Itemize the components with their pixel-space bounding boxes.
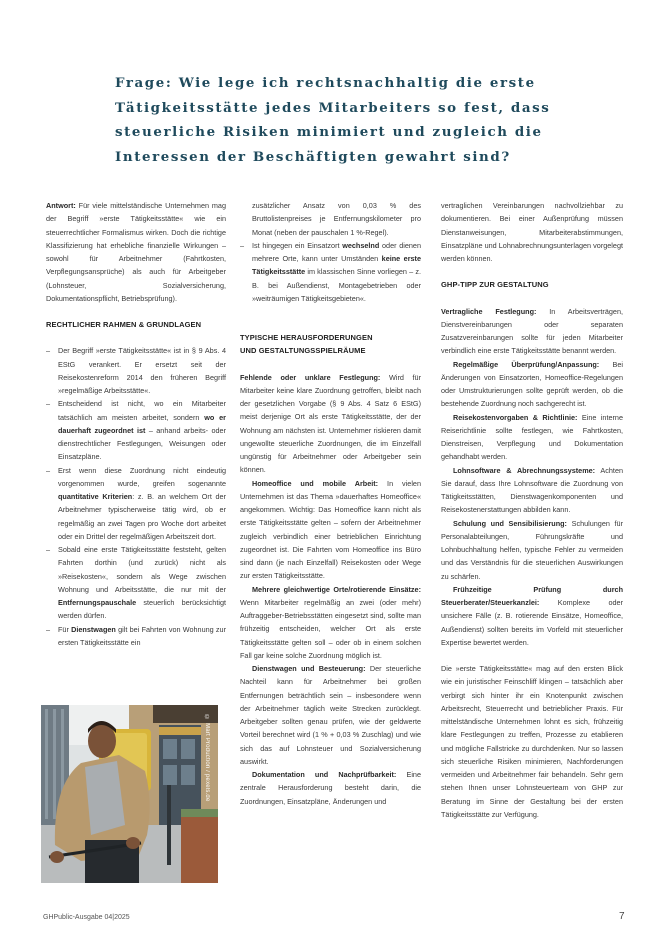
section-heading-ghp-tip: GHP-TIPP ZUR GESTALTUNG bbox=[441, 280, 549, 290]
section-heading-legal-framework: RECHTLICHER RAHMEN & GRUNDLAGEN bbox=[46, 320, 202, 329]
footer-publication: GHPublic-Ausgabe 04|2025 bbox=[43, 914, 130, 921]
article-photo bbox=[41, 705, 218, 883]
list-item: – Erst wenn diese Zuordnung nicht eindeutig vorgenommen wurde, greifen sogenannte quantitative Kriterien: z. B. an welchem Ort der Arbeitnehmer typischerweise tätig wird, ob er regelmäßig an zwei Tagen pro Woche dort arbeitet oder ein Drittel der regelmäßigen Arbeitszeit dort. bbox=[46, 464, 226, 544]
tip-paragraph: Lohnsoftware & Abrechnungssysteme: Achten Sie darauf, dass Ihre Lohnsoftware die Zuordnung von Tätigkeitsstätten, Dienstwagenkomponenten und Reisekostenerstattungen abbilden kann. bbox=[441, 465, 624, 515]
answer-paragraph: Antwort: Für viele mittelständische Unternehmen mag der Begriff »erste Tätigkeitsstätte« wie ein steuerrechtlicher Formalismus wirken. Doch die richtige Klassifizierung hat erhebliche finanzielle Wirkungen – sowohl für Arbeitnehmer (Fahrtkosten, Verpflegungsansprüche) als auch für Arbeitgeber (Lohnsteuer, Sozialversicherung, Dokumentationspflicht, Betriebsprüfung). bbox=[46, 201, 226, 303]
tip-paragraph: Reisekostenvorgaben & Richtlinie: Eine interne Reiserichtlinie sollte festlegen, wie Fahrtkosten, Dienstreisen, Verpflegung und Dokumentation gehandhabt werden. bbox=[441, 412, 623, 462]
legal-framework-list bbox=[46, 344, 226, 649]
list-item: – Der Begriff »erste Tätigkeitsstätte« ist in § 9 Abs. 4 EStG verankert. Er ersetzt seit der Reisekostenreform 2014 den früheren Begriff »regelmäßige Arbeitsstätte«. bbox=[46, 344, 226, 397]
answer-label: Antwort: bbox=[46, 201, 76, 210]
question-heading: Frage: Wie lege ich rechtsnachhaltig die erste Tätigkeitsstätte jedes Mitarbeiters so fest, dass steuerliche Risiken minimiert und zugleich die Interessen der Beschäftigten gewahrt sind? bbox=[115, 75, 551, 165]
page-number: 7 bbox=[619, 911, 625, 922]
challenge-paragraph: Dokumentation und Nachprüfbarkeit: Eine zentrale Herausforderung besteht darin, die Zuordnungen, Einsatzpläne, Änderungen und bbox=[240, 770, 421, 806]
photo-credit: © Mart Production / pexels.de bbox=[204, 715, 210, 802]
list-item: – Ist hingegen ein Einsatzort wechselnd oder dienen mehrere Orte, kann unter Umständen keine erste Tätigkeitsstätte im klassischen Sinne vorliegen – z. B. bei Außendienst, Montagebetrieben oder »weiträumigen Tätigkeitsgebieten«. bbox=[240, 239, 421, 305]
column-1 bbox=[46, 199, 226, 649]
tip-paragraph: Frühzeitige Prüfung durch Steuerberater/Steuerkanzlei: Komplexe oder unsichere Fälle (z. B. rotierende Einsätze, Homeoffice, Außendienst) sollten bereits im Vorfeld mit steuerlicher Expertise bewertet werden. bbox=[441, 584, 623, 647]
challenge-paragraph: Fehlende oder unklare Festlegung: Wird für Mitarbeiter keine klare Zuordnung getroffen, bleibt nach der gesetzlichen Vorgabe (§ 9 Abs. 4 Satz 6 EStG) meist derjenige Ort als erste Tätigkeitsstätte, der der Wohnung am nächsten ist. Unternehmer riskieren damit ungewollte steuerliche Zuordnungen, die im Einzelfall ungünstig für Arbeitnehmer oder Arbeitgeber sein können. bbox=[240, 372, 421, 475]
continuation-paragraph: vertraglichen Vereinbarungen nachvollziehbar zu dokumentieren. Bei einer Außenprüfung müssen Dienstanweisungen, Mitarbeiterabstimmungen, Einsatzpläne und Lohnabrechnungsunterlagen vorgelegt werden können. bbox=[441, 201, 623, 263]
section-heading-challenges: TYPISCHE HERAUSFORDERUNGEN UND GESTALTUNGSSPIELRÄUME bbox=[240, 333, 373, 356]
list-item: – Sobald eine erste Tätigkeitsstätte feststeht, gelten Fahrten dorthin (und zurück) nicht als »Reisekosten«, sondern als Wege zwischen Wohnung und Arbeitsstätte, die nur mit der Entfernungspauschale steuerlich berücksichtigt werden dürfen. bbox=[46, 543, 226, 623]
challenge-paragraph: Mehrere gleichwertige Orte/rotierende Einsätze: Wenn Mitarbeiter regelmäßig an zwei (oder mehr) Auftraggeber-Betriebsstätten eingesetzt sind, sollte man frühzeitig entscheiden, welcher Ort als erste Tätigkeitsstätte gelten soll – oder ob in einem solchen Fall gar keine solche Zuordnung möglich ist. bbox=[240, 584, 421, 660]
tip-paragraph: Schulung und Sensibilisierung: Schulungen für Personalabteilungen, Führungskräfte und Lohnbuchhaltung helfen, typische Fehler zu vermeiden und das Verständnis für die steuerlichen Auswirkungen zu schärfen. bbox=[441, 518, 623, 581]
tip-paragraph: Regelmäßige Überprüfung/Anpassung: Bei Änderungen von Einsatzorten, Homeoffice-Regelungen oder Umstrukturierungen sollte geprüft werden, ob die bestehende Zuordnung noch sachgerecht ist. bbox=[441, 359, 623, 409]
challenge-paragraph: Homeoffice und mobile Arbeit: In vielen Unternehmen ist das Thema »dauerhaftes Homeoffice« angekommen. Wichtig: Das Homeoffice kann nicht als erste Tätigkeitsstätte gelten – sofern der Arbeitnehmer zugleich verbindlich einer betrieblichen Einrichtung zugeordnet ist. Die Fahrten vom Homeoffice ins Büro sind dann (je nach Einzelfall) Reisekosten oder Wege zur ersten Tätigkeitsstätte. bbox=[240, 478, 421, 581]
tip-paragraph: Vertragliche Festlegung: In Arbeitsverträgen, Dienstvereinbarungen oder separaten Zusatzvereinbarungen sollte für jeden Mitarbeiter verbindlich eine erste Tätigkeitsstätte benannt werden. bbox=[441, 306, 623, 356]
cyclist-photo-illustration bbox=[41, 705, 218, 883]
challenge-paragraph: Dienstwagen und Besteuerung: Der steuerliche Nachteil kann für Arbeitnehmer bei großen Entfernungen beträchtlich sein – insbesondere wenn der Arbeitnehmer täglich weite Strecken zurücklegt. Arbeitgeber sollten genau prüfen, wie der geldwerte Vorteil berechnet wird (1 % + 0,03 % Zuschlag) und wie sich das auf Lohnsteuer und Sozialversicherung auswirkt. bbox=[240, 664, 421, 766]
list-item: – Entscheidend ist nicht, wo ein Mitarbeiter tatsächlich am meisten arbeitet, sondern wo er dauerhaft zugeordnet ist – anhand arbeits- oder dienstrechtlicher Festlegungen, Weisungen oder Einsatzpläne. bbox=[46, 397, 226, 463]
column-3 bbox=[441, 199, 623, 821]
list-item: – Für Dienstwagen gilt bei Fahrten von Wohnung zur ersten Tätigkeitsstätte ein bbox=[46, 623, 226, 650]
continued-list bbox=[240, 199, 421, 239]
list-item-continuation: zusätzlicher Ansatz von 0,03 % des Bruttolistenpreises je Entfernungskilometer pro Monat (neben der pauschalen 1 %-Regel). bbox=[252, 201, 421, 237]
conclusion-paragraph: Die »erste Tätigkeitsstätte« mag auf den ersten Blick wie ein juristischer Feinschliff klingen – tatsächlich aber verbirgt sich hinter ihr ein Knotenpunkt zwischen Arbeitsrecht, Steuerrecht und betrieblicher Praxis. Für mittelständische Unternehmen lohnt es sich, frühzeitig klare Festlegungen zu treffen, Prozesse zu etablieren und mögliche Fallstricke zu durchdenken. Nur so lassen sich steuerliche Risiken minimieren, Nachforderungen vermeiden und Arbeitnehmer fair behandeln. Sehr gern stehen Ihnen unser Lohnsteuerteam von GHP zur Beratung im Sinne der Gestaltung bei der ersten Tätigkeitsstätte zur Verfügung. bbox=[441, 664, 623, 819]
column-2 bbox=[240, 199, 421, 808]
